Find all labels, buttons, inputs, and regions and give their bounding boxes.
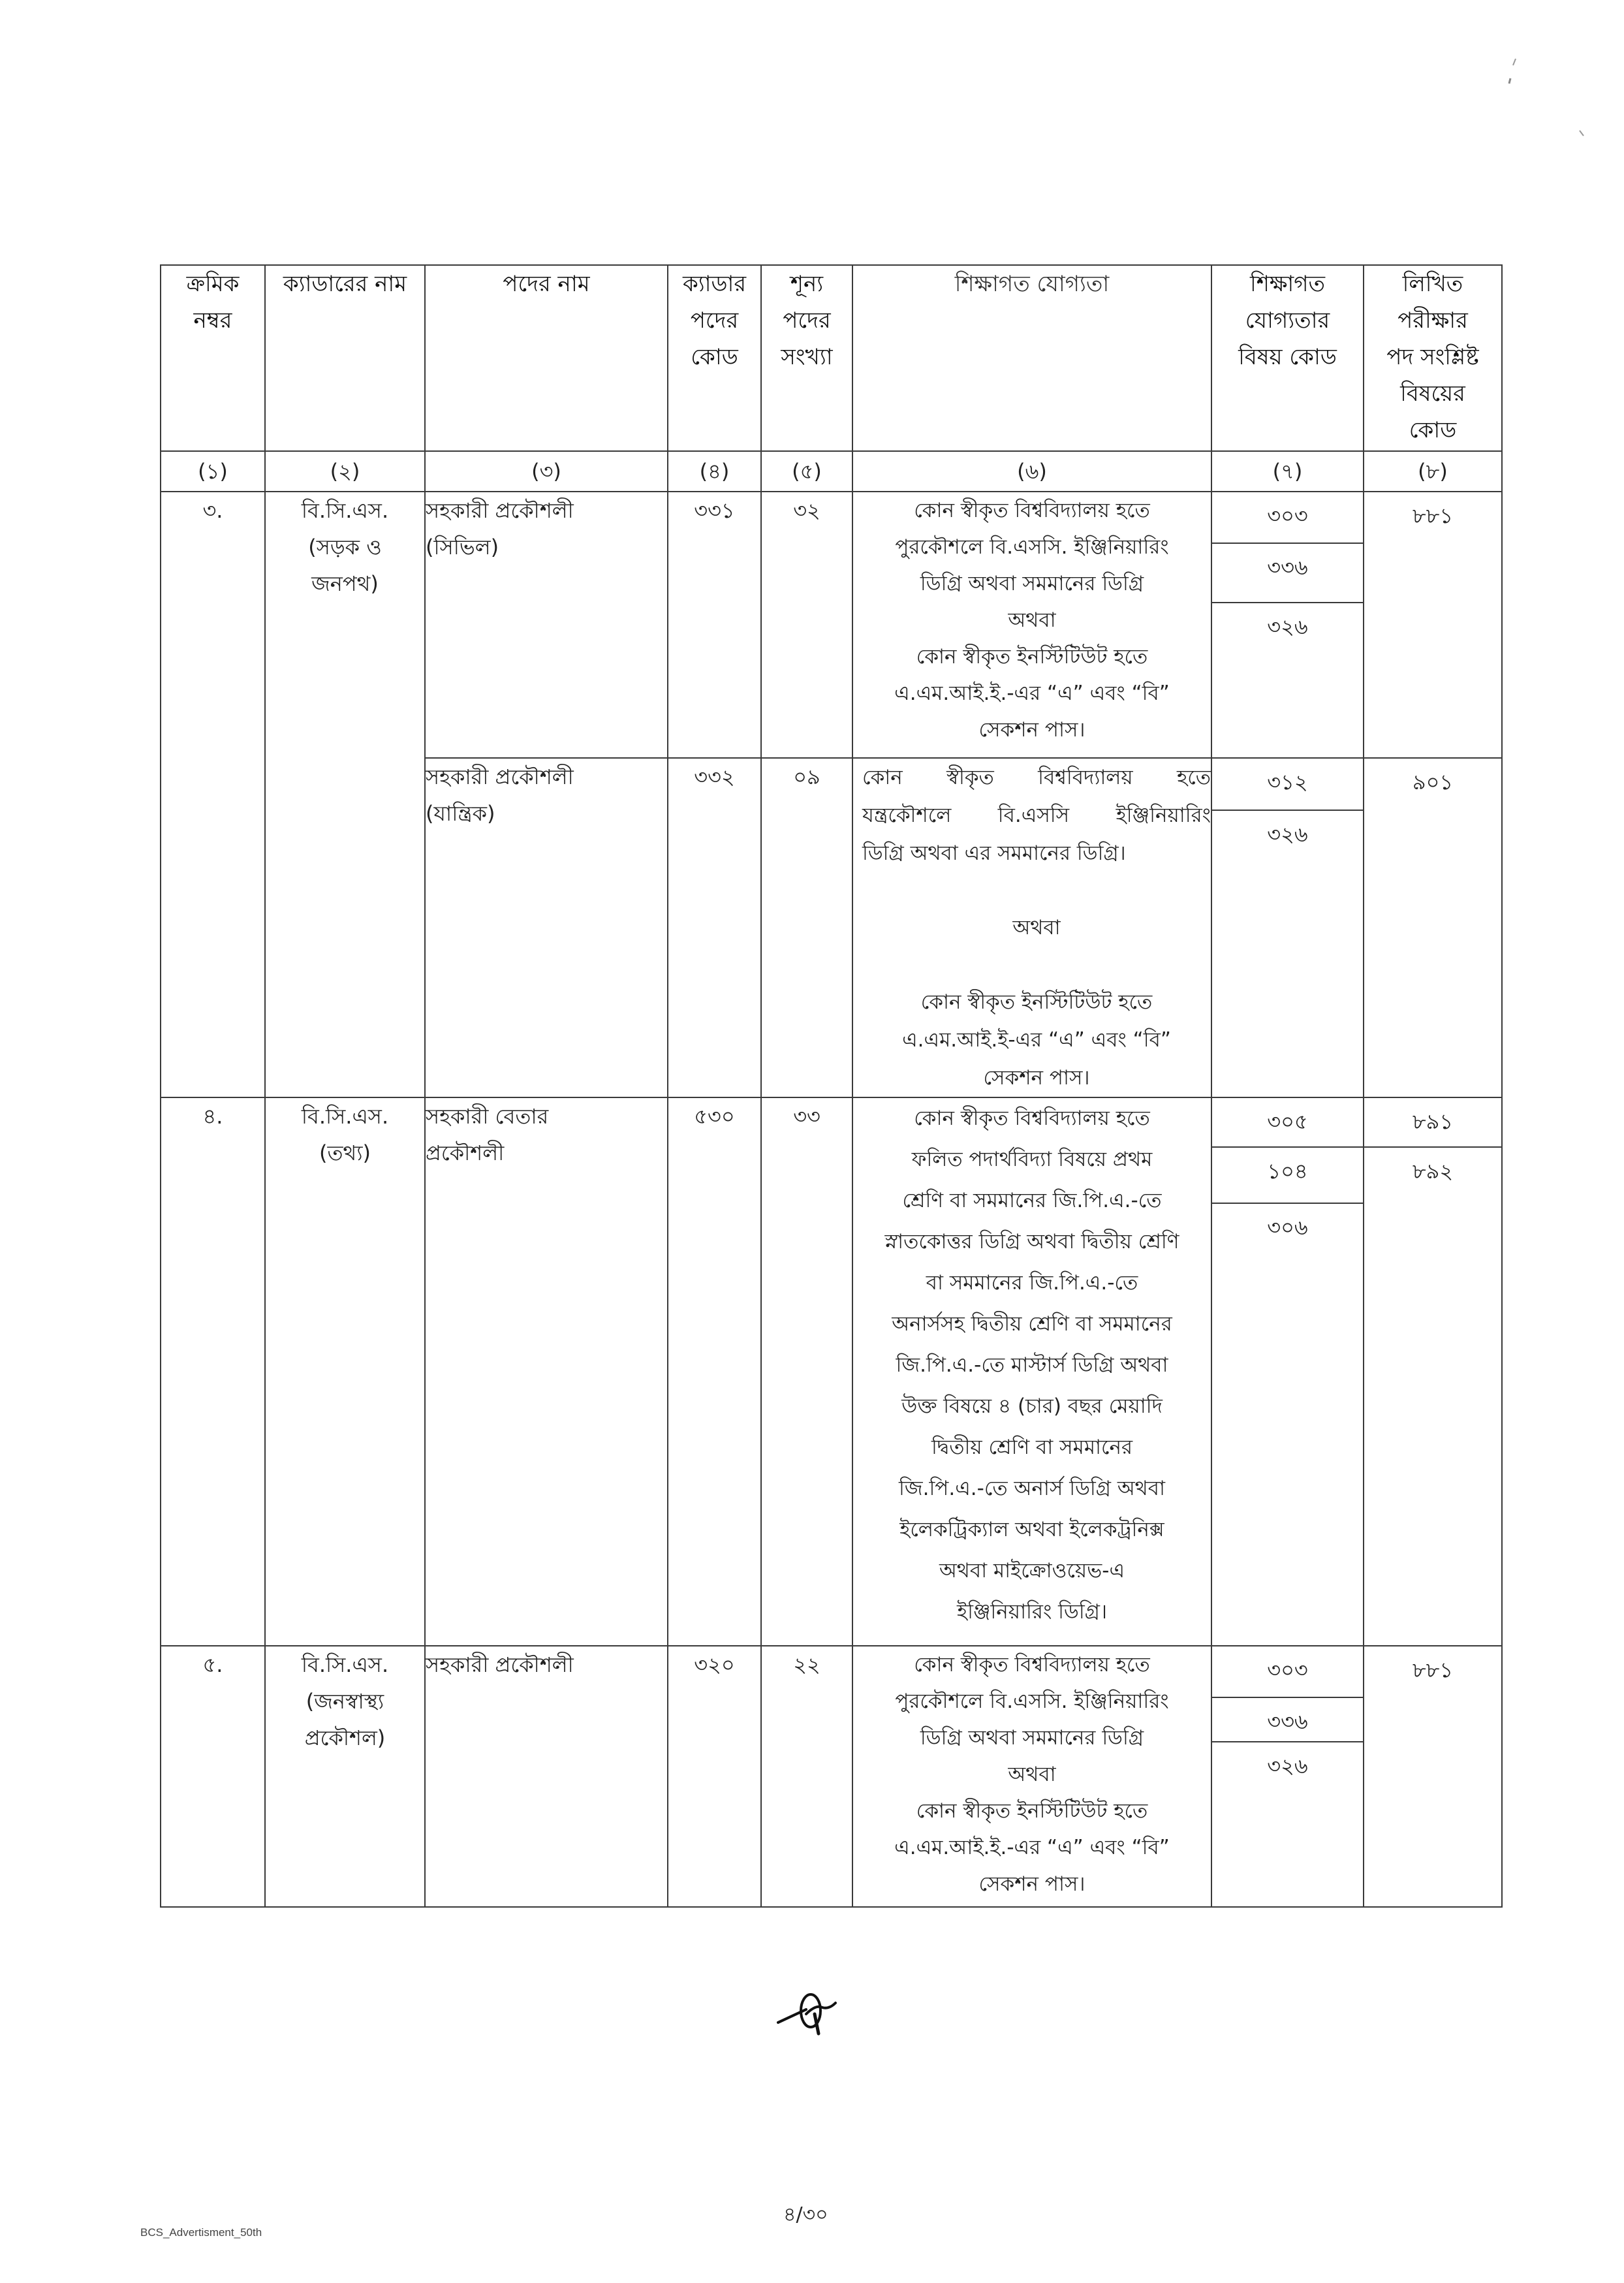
cadre-name: বি.সি.এস. (তথ্য) xyxy=(265,1097,425,1646)
written-code: ৮৮১ xyxy=(1412,1658,1454,1682)
subject-code-list xyxy=(1211,492,1364,758)
column-number-row xyxy=(161,451,1502,492)
subject-code: ১০৪ xyxy=(1212,1148,1363,1204)
subject-code: ৩২৬ xyxy=(1267,1754,1308,1778)
written-code: ৮৯২ xyxy=(1412,1159,1454,1184)
cadre-code: ৩৩১ xyxy=(668,492,761,758)
post-name: সহকারী প্রকৌশলী xyxy=(425,1646,668,1907)
header-cadre-name: ক্যাডারের নাম xyxy=(265,265,425,451)
subject-code-list xyxy=(1211,1646,1364,1907)
qualification-text: কোন স্বীকৃত বিশ্ববিদ্যালয় হতে পুরকৌশলে বি.এসসি. ইঞ্জিনিয়ারিং ডিগ্রি অথবা সমমানের ডিগ্রি অথবা কোন স্বীকৃত ইনস্টিটিউট হতে এ.এম.আই.ই.-এর “এ” এবং “বি” সেকশন পাস। xyxy=(852,1646,1211,1907)
subject-code: ৩৩৬ xyxy=(1212,1698,1363,1742)
vacancy-count: ৩৩ xyxy=(761,1097,852,1646)
table-row xyxy=(161,1097,1502,1646)
table-row xyxy=(161,492,1502,758)
written-code-list xyxy=(1364,1646,1502,1907)
column-number: (৮) xyxy=(1364,451,1502,492)
header-subject-code: শিক্ষাগত যোগ্যতার বিষয় কোড xyxy=(1211,265,1364,451)
cadre-code: ৩২০ xyxy=(668,1646,761,1907)
qualification-text: কোন স্বীকৃত বিশ্ববিদ্যালয় হতে ফলিত পদার্থবিদ্যা বিষয়ে প্রথম শ্রেণি বা সমমানের জি.পি.এ.-তে স্নাতকোত্তর ডিগ্রি অথবা দ্বিতীয় শ্রেণি বা সমমানের জি.পি.এ.-তে অনার্সসহ দ্বিতীয় শ্রেণি বা সমমানের জি.পি.এ.-তে মাস্টার্স ডিগ্রি অথবা উক্ত বিষয়ে ৪ (চার) বছর মেয়াদি দ্বিতীয় শ্রেণি বা সমমানের জি.পি.এ.-তে অনার্স ডিগ্রি অথবা ইলেকট্রিক্যাল অথবা ইলেকট্রনিক্স অথবা মাইক্রোওয়েভ-এ ইঞ্জিনিয়ারিং ডিগ্রি। xyxy=(852,1097,1211,1646)
cadre-vacancy-table xyxy=(160,264,1503,1908)
header-cadre-code: ক্যাডার পদের কোড xyxy=(668,265,761,451)
subject-code: ৩৩৬ xyxy=(1212,544,1363,603)
serial-number: ৩. xyxy=(161,492,265,1097)
subject-code: ৩২৬ xyxy=(1267,822,1308,847)
header-vacancy-count: শূন্য পদের সংখ্যা xyxy=(761,265,852,451)
header-post-name: পদের নাম xyxy=(425,265,668,451)
subject-code: ৩০৬ xyxy=(1267,1215,1308,1240)
cadre-name: বি.সি.এস. (সড়ক ও জনপথ) xyxy=(265,492,425,1097)
written-code-list xyxy=(1364,758,1502,1097)
table-header-row xyxy=(161,265,1502,451)
post-name: সহকারী প্রকৌশলী (সিভিল) xyxy=(425,492,668,758)
subject-code: ৩০৩ xyxy=(1212,1646,1363,1698)
qualification-text: কোন স্বীকৃত বিশ্ববিদ্যালয় হতে পুরকৌশলে বি.এসসি. ইঞ্জিনিয়ারিং ডিগ্রি অথবা সমমানের ডিগ্রি অথবা কোন স্বীকৃত ইনস্টিটিউট হতে এ.এম.আই.ই.-এর “এ” এবং “বি” সেকশন পাস। xyxy=(852,492,1211,758)
qualification-text: কোন স্বীকৃত বিশ্ববিদ্যালয় হতে যন্ত্রকৌশলে বি.এসসি ইঞ্জিনিয়ারিং ডিগ্রি অথবা এর সমমানের ডিগ্রি। অথবা কোন স্বীকৃত ইনস্টিটিউট হতে এ.এম.আই.ই-এর “এ” এবং “বি” সেকশন পাস। xyxy=(852,758,1211,1097)
written-code-list xyxy=(1364,492,1502,758)
written-code: ৮৮১ xyxy=(1412,503,1454,528)
written-code: ৮৯১ xyxy=(1364,1098,1501,1148)
cadre-code: ৩৩২ xyxy=(668,758,761,1097)
subject-code: ৩২৬ xyxy=(1267,614,1308,639)
scan-speck-marks xyxy=(1501,52,1599,144)
subject-code: ৩১২ xyxy=(1212,759,1363,811)
footer-file-label: BCS_Advertisment_50th xyxy=(140,2226,262,2239)
serial-number: ৫. xyxy=(161,1646,265,1907)
subject-code: ৩০৫ xyxy=(1212,1098,1363,1148)
vacancy-count: ৩২ xyxy=(761,492,852,758)
column-number: (৩) xyxy=(425,451,668,492)
post-name: সহকারী প্রকৌশলী (যান্ত্রিক) xyxy=(425,758,668,1097)
column-number: (৪) xyxy=(668,451,761,492)
written-code-list xyxy=(1364,1097,1502,1646)
post-name: সহকারী বেতার প্রকৌশলী xyxy=(425,1097,668,1646)
page-number: ৪/৩০ xyxy=(783,2203,828,2226)
cadre-name: বি.সি.এস. (জনস্বাস্থ্য প্রকৌশল) xyxy=(265,1646,425,1907)
cadre-code: ৫৩০ xyxy=(668,1097,761,1646)
header-written-exam-code: লিখিত পরীক্ষার পদ সংশ্লিষ্ট বিষয়ের কোড xyxy=(1364,265,1502,451)
table-row xyxy=(161,1646,1502,1907)
subject-code: ৩০৩ xyxy=(1212,492,1363,544)
column-number: (৬) xyxy=(852,451,1211,492)
column-number: (২) xyxy=(265,451,425,492)
header-serial: ক্রমিক নম্বর xyxy=(161,265,265,451)
vacancy-count: ২২ xyxy=(761,1646,852,1907)
column-number: (৫) xyxy=(761,451,852,492)
signature-icon xyxy=(770,1985,862,2043)
written-code: ৯০১ xyxy=(1412,770,1454,795)
header-qualification: শিক্ষাগত যোগ্যতা xyxy=(852,265,1211,451)
subject-code-list xyxy=(1211,1097,1364,1646)
column-number: (১) xyxy=(161,451,265,492)
column-number: (৭) xyxy=(1211,451,1364,492)
serial-number: ৪. xyxy=(161,1097,265,1646)
subject-code-list xyxy=(1211,758,1364,1097)
vacancy-count: ০৯ xyxy=(761,758,852,1097)
